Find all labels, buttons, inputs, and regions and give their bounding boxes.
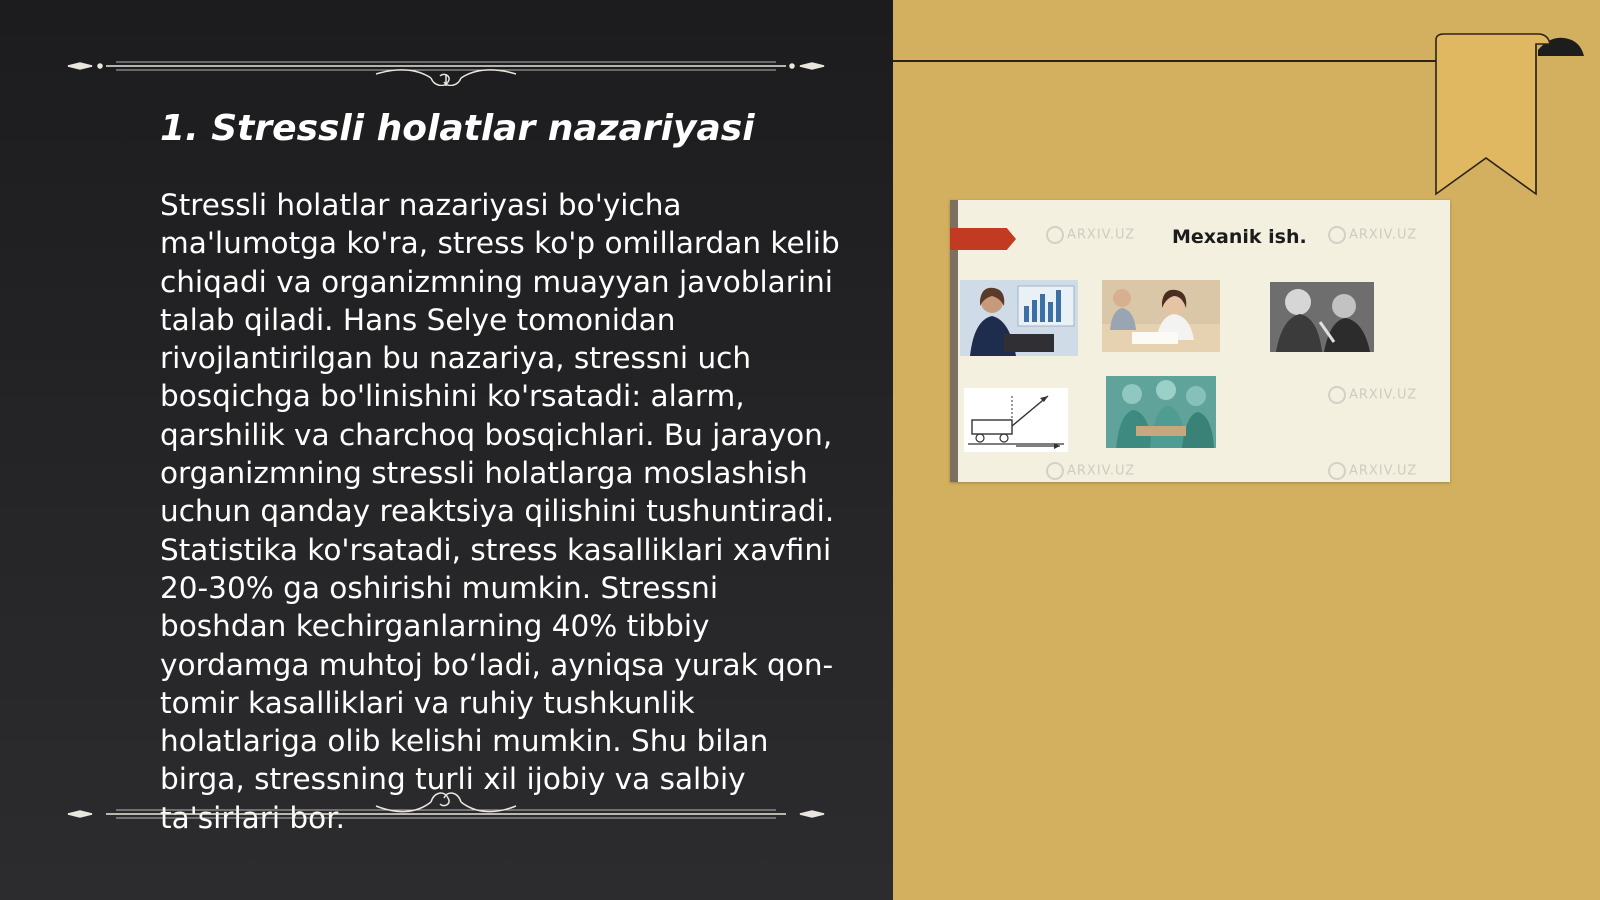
diagram-cart-force — [964, 388, 1068, 452]
figure-title: Mexanik ish. — [1172, 226, 1307, 248]
watermark-text: ARXIV.UZ — [1328, 386, 1417, 404]
slide-title: 1. Stressli holatlar nazariyasi — [160, 108, 755, 149]
watermark-text: ARXIV.UZ — [1046, 226, 1135, 244]
watermark-magnifier-icon — [1046, 226, 1064, 244]
watermark-magnifier-icon — [1328, 226, 1346, 244]
watermark-text: ARXIV.UZ — [1328, 226, 1417, 244]
photo-bw-workers — [1270, 282, 1374, 352]
watermark-text: ARXIV.UZ — [1046, 462, 1135, 480]
figure-image-mexanik-ish — [950, 200, 1450, 482]
photo-woman-at-laptop — [960, 280, 1078, 356]
figure-red-tag — [950, 228, 1016, 250]
slide-body-text: Stressli holatlar nazariyasi bo'yicha ma'lumotga ko'ra, stress ko'p omillardan kelib chiqadi va organizmning muayyan javoblarini talab qiladi. Hans Selye tomonidan rivojlantirilgan bu nazariya, stressni uch bosqichga bo'linishini ko'rsatadi: alarm, qarshilik va charchoq bosqichlari. Bu jarayon, organizmning stressli holatlarga moslashish uchun qanday reaktsiya qilishini tushuntiradi. Statistika ko'rsatadi, stress kasalliklari xavfini 20-30% ga oshirishi mumkin. Stressni boshdan kechirganlarning 40% tibbiy yordamga muhtoj bo‘ladi, ayniqsa yurak qon-tomir kasalliklari va ruhiy tushkunlik holatlariga olib kelishi mumkin. Shu bilan birga, stressning turli xil ijobiy va salbiy ta'sirlari bor. — [160, 188, 840, 835]
watermark-magnifier-icon — [1328, 462, 1346, 480]
bookmark-ribbon-icon — [1430, 30, 1590, 200]
divider-line — [893, 60, 1438, 62]
top-ornament-divider — [66, 46, 826, 86]
bottom-ornament-divider — [66, 790, 826, 830]
photo-surgeons — [1106, 376, 1216, 448]
watermark-magnifier-icon — [1328, 386, 1346, 404]
watermark-magnifier-icon — [1046, 462, 1064, 480]
watermark-text: ARXIV.UZ — [1328, 462, 1417, 480]
photo-girl-writing — [1102, 280, 1220, 352]
